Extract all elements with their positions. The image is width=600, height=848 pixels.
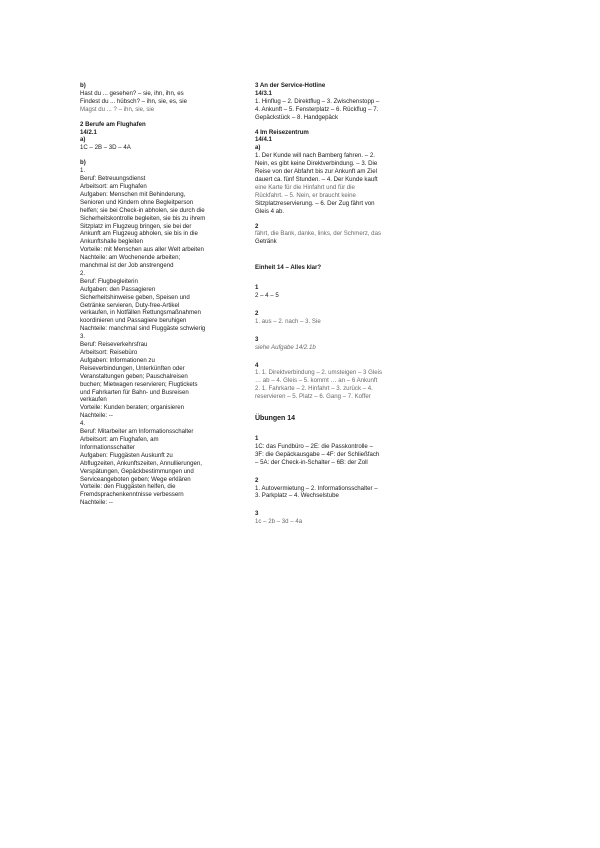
answer-line: Beruf: Flugbegleiterin xyxy=(80,277,138,285)
answer-line: 2 – 4 – 5 xyxy=(255,292,279,300)
answer-line: Reiseverbindungen, Unterkünften oder xyxy=(80,364,185,372)
exercise-number: 14/3.1 xyxy=(255,89,272,97)
answer-line: Abflugzeiten, Ankunftszeiten, Annullierungen, xyxy=(80,459,202,467)
exercise-label: 3 xyxy=(255,510,259,518)
exercise-number: 14/4.1 xyxy=(255,136,272,144)
answer-line: Magst du ... ? – ihn, sie, sie xyxy=(80,105,155,113)
exercise-label: a) xyxy=(80,136,86,144)
answer-line: Veranstaltungen geben; Pauschalreisen xyxy=(80,372,188,380)
answer-line: Gleis 4 ab. xyxy=(255,207,285,215)
answer-line: Hast du ... gesehen? – sie, ihn, ihn, es xyxy=(80,89,184,97)
section-title: 2 Berufe am Flughafen xyxy=(80,120,146,128)
exercise-label: 3 xyxy=(255,335,259,343)
answer-line: Sitzplatz im Flugzeug bringen, sie bei der xyxy=(80,222,192,230)
exercise-label: 1 xyxy=(255,435,259,442)
answer-line: Findest du ... hübsch? – ihn, sie, es, sie xyxy=(80,97,188,105)
answer-line: Serviceangeboten geben; Wege erklären xyxy=(80,475,191,483)
answer-line: Informationsschalter xyxy=(80,443,135,451)
answer-line: Ankunftshalle begleiten xyxy=(80,238,144,246)
answer-line: Getränk xyxy=(255,238,277,246)
check-item-3 xyxy=(255,336,415,352)
check-item-4 xyxy=(255,362,415,402)
check-item-2 xyxy=(255,310,415,326)
answer-line: verkaufen, in Notfällen Rettungsmaßnahmen xyxy=(80,309,201,317)
section-title: 3 An der Service-Hotline xyxy=(255,82,326,89)
exercise-label: 2 xyxy=(255,476,259,484)
answer-line: verkaufen xyxy=(80,396,107,404)
exercise-label: 1 xyxy=(255,284,259,292)
answer-line: Vorteile: Kunden beraten; organisieren xyxy=(80,404,185,412)
answer-line: 3. Parkplatz – 4. Wechselstube xyxy=(255,492,339,500)
exercise-label: b) xyxy=(80,82,86,89)
unit-title-wrap xyxy=(255,264,415,272)
exercise-item-2 xyxy=(255,477,415,501)
left-column xyxy=(80,82,240,507)
answer-line: Vorteile: mit Menschen aus aller Welt arbeiten xyxy=(80,246,204,254)
answer-line: und Fahrkarten für Bahn- und Busreisen xyxy=(80,388,189,396)
answer-line: 1C: das Fundbüro – 2E: die Passkontrolle – xyxy=(255,442,373,450)
answer-block xyxy=(80,90,240,114)
exercises-title: Übungen 14 xyxy=(255,415,296,423)
exercise-item-1 xyxy=(255,435,415,467)
answer-line: Aufgaben: den Passagieren xyxy=(80,285,156,293)
answer-block xyxy=(255,152,415,215)
answer-line: Arbeitsort: am Flughafen xyxy=(80,182,147,190)
answer-line: Sicherheitshinweise geben, Speisen und xyxy=(80,293,190,301)
answer-line: siehe Aufgabe 14/2.1b xyxy=(255,343,316,351)
answer-line: 1. Autovermietung – 2. Informationsschalter – xyxy=(255,484,378,492)
answer-line: 1. xyxy=(80,167,86,175)
section-title: 4 Im Reisezentrum xyxy=(255,128,309,136)
answer-line: 2. xyxy=(80,269,86,277)
exercise-label: 2 xyxy=(255,222,259,230)
answer-line: Senioren und Kindern ohne Begleitperson xyxy=(80,198,194,206)
answer-line: 1C – 2B – 3D – 4A xyxy=(80,144,131,152)
check-item-1 xyxy=(255,284,415,300)
answer-line: Rückfahrt. – 5. Nein, er braucht keine xyxy=(255,191,356,199)
answer-block xyxy=(255,230,415,246)
answer-line: fährt, die Bank, danke, links, der Schmerz, das xyxy=(255,230,381,238)
answer-line: reservieren – 5. Platz – 6. Gang – 7. Koffer xyxy=(255,393,371,401)
answer-line: Nachteile: -- xyxy=(80,499,113,507)
answer-line: 3. xyxy=(80,333,86,341)
answer-line: buchen; Mietwagen reservieren; Flugtickets xyxy=(80,380,198,388)
exercise-label: a) xyxy=(255,144,261,152)
answer-line: eine Karte für die Hinfahrt und für die xyxy=(255,183,355,191)
answer-line: Arbeitsort: am Flughafen, am xyxy=(80,435,159,443)
exercise-label: 4 xyxy=(255,361,259,369)
answer-line: 1. 1. Direktverbindung – 2. umsteigen – 3 Gleis xyxy=(255,369,383,377)
answer-line: 2. 1. Fahrkarte – 2. Hinfahrt – 3. zurück – 4. xyxy=(255,385,373,393)
answer-line: Beruf: Reiseverkehrsfrau xyxy=(80,341,148,349)
answer-block xyxy=(255,98,415,122)
answer-line: Beruf: Betreuungsdienst xyxy=(80,175,146,183)
answer-line: Nachteile: am Wochenende arbeiten; xyxy=(80,254,181,262)
answer-line: Arbeitsort: Reisebüro xyxy=(80,349,138,356)
answer-line: Aufgaben: Fluggästen Auskunft zu xyxy=(80,451,173,459)
answer-block xyxy=(80,167,240,507)
answer-line: Beruf: Mitarbeiter am Informationsschalter xyxy=(80,428,194,436)
unit-title: Einheit 14 – Alles klar? xyxy=(255,264,322,272)
answer-line: Nachteile: manchmal sind Fluggäste schwierig xyxy=(80,325,206,333)
answer-line: Ankunft am Flugzeug abholen, sie bis in die xyxy=(80,230,198,238)
answer-line: Nein, es gibt keine Direktverbindung. – 3. Die xyxy=(255,160,378,168)
answer-line: 3F: die Gepäckausgabe – 4F: der Schließfach xyxy=(255,450,380,458)
answer-line: manchmal ist der Job anstrengend xyxy=(80,262,174,270)
answer-line: Nachteile: -- xyxy=(80,412,113,420)
answer-line: 1. aus – 2. nach – 3. Sie xyxy=(255,317,321,325)
answer-line: Vorteile: den Fluggästen helfen, die xyxy=(80,483,176,491)
answer-line: Getränke servieren, Duty-free-Artikel xyxy=(80,301,180,309)
exercises-title-wrap xyxy=(255,415,415,423)
answer-line: Reise von der Abfahrt bis zur Ankunft am Ziel xyxy=(255,168,377,176)
answer-line: … ab – 4. Gleis – 5. kommt … an – 6 Ankunft xyxy=(255,377,378,385)
answer-line: Sicherheitskontrolle begleiten, sie bis zu ihrem xyxy=(80,214,206,222)
answer-line: Aufgaben: Menschen mit Behinderung, xyxy=(80,190,186,198)
answer-line: 1. Der Kunde will nach Bamberg fahren. – 2. xyxy=(255,152,375,160)
exercise-label: 2 xyxy=(255,309,259,317)
answer-line: koordinieren und Passagiere beruhigen xyxy=(80,317,187,325)
exercise-label: b) xyxy=(80,159,86,167)
answer-line: 1. Hinflug – 2. Direktflug – 3. Zwischenstopp – xyxy=(255,97,380,105)
answer-line: dauert ca. fünf Stunden. – 4. Der Kunde kauft xyxy=(255,175,378,183)
answer-line: Gepäckstück – 8. Handgepäck xyxy=(255,113,338,121)
answer-line: 1c – 2b – 3d – 4a xyxy=(255,518,303,526)
exercise-number: 14/2.1 xyxy=(80,128,97,136)
answer-line: – 5A: der Check-in-Schalter – 6B: der Zoll xyxy=(255,458,368,466)
right-column xyxy=(255,82,415,526)
answer-line: Sitzplatzreservierung. – 6. Der Zug fährt von xyxy=(255,199,375,207)
answer-line: 4. Ankunft – 5. Fensterplatz – 6. Rückflug – 7. xyxy=(255,105,379,113)
answer-line: Verspätungen, Gepäckbestimmungen und xyxy=(80,467,194,475)
answer-line: 4. xyxy=(80,420,86,428)
answer-line: helfen; sie bei Check-in abholen, sie durch die xyxy=(80,206,205,214)
exercise-item-3 xyxy=(255,510,415,526)
answer-line: Aufgaben: Informationen zu xyxy=(80,356,155,364)
answer-line: Fremdsprachenkenntnisse verbessern xyxy=(80,491,184,499)
